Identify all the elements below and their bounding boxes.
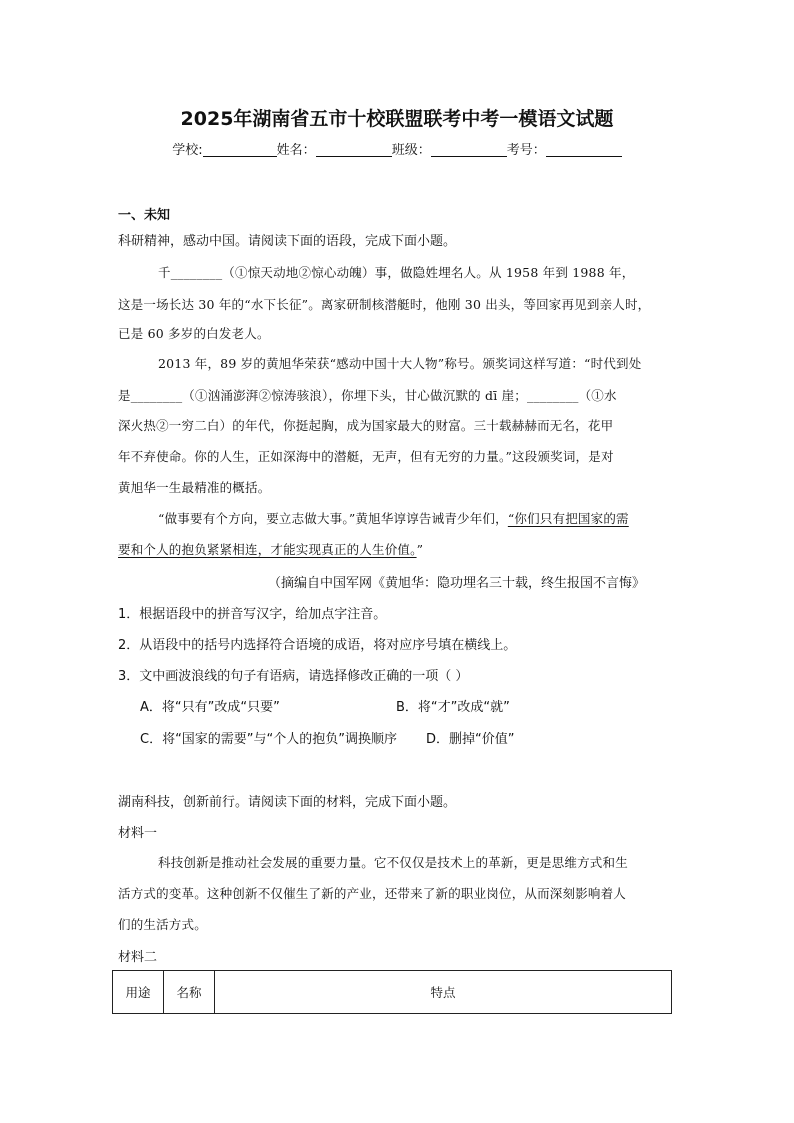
- passage-line: [158, 509, 629, 527]
- exam-no-blank[interactable]: [546, 142, 622, 157]
- option-a[interactable]: A．将“只有”改成“只要”: [140, 700, 280, 715]
- name-label: 姓名：: [276, 143, 316, 158]
- table-header-name: 名称: [164, 971, 215, 1014]
- passage-line: 深火热②一穷二白）的年代，你挺起胸，成为国家最大的财富。三十载赫赫而无名，花甲: [118, 418, 614, 433]
- class-label: 班级：: [391, 143, 431, 158]
- wavy-sentence: “你们只有把国家的需: [507, 511, 629, 526]
- table-header-features: 特点: [215, 971, 672, 1014]
- exam-no-label: 考号：: [506, 143, 546, 158]
- material-1-line: 科技创新是推动社会发展的重要力量。它不仅仅是技术上的革新，更是思维方式和生: [158, 855, 628, 870]
- wavy-sentence: 要和个人的抱负紧紧相连，才能实现真正的人生价值。: [118, 542, 417, 557]
- school-label: 学校:: [172, 143, 203, 158]
- quote-plain: “做事要有个方向，要立志做大事。”黄旭华谆谆告诫青少年们，: [158, 511, 508, 526]
- question-2: 2．从语段中的括号内选择符合语境的成语，将对应序号填在横线上。: [118, 638, 517, 653]
- passage-line: 已是 60 多岁的白发老人。: [118, 326, 270, 341]
- section1-intro: 科研精神，感动中国。请阅读下面的语段，完成下面小题。: [118, 234, 457, 249]
- school-blank[interactable]: [203, 142, 277, 157]
- passage-line: 千________（①惊天动地②惊心动魄）事，做隐姓埋名人。从 1958 年到 1988 年，: [158, 265, 635, 280]
- passage-line: 是________（①汹涌澎湃②惊涛骇浪），你埋下头，甘心做沉默的 dī 崖；________（①水: [118, 388, 617, 403]
- header-fields: [0, 139, 794, 158]
- class-blank[interactable]: [431, 142, 507, 157]
- passage-line: [118, 540, 423, 558]
- option-d[interactable]: D．删掉“价值”: [426, 732, 515, 747]
- table-header-usage: 用途: [113, 971, 164, 1014]
- passage-line: 年不弃使命。你的人生，正如深海中的潜艇，无声，但有无穷的力量。”这段颁奖词，是对: [118, 449, 614, 464]
- question-3: 3．文中画波浪线的句子有语病，请选择修改正确的一项（ ）: [118, 669, 469, 684]
- quote-end: ”: [416, 542, 424, 557]
- passage-line: 2013 年，89 岁的黄旭华荣获“感动中国十大人物”称号。颁奖词这样写道：“时代到处: [158, 356, 642, 371]
- passage-line: 黄旭华一生最精准的概括。: [118, 480, 271, 495]
- section-heading: 一、未知: [118, 208, 171, 223]
- material-1-line: 们的生活方式。: [118, 917, 207, 932]
- option-c[interactable]: C．将“国家的需要”与“个人的抱负”调换顺序: [140, 732, 398, 747]
- source-citation: （摘编自中国军网《黄旭华：隐功埋名三十载，终生报国不言悔》: [268, 576, 646, 591]
- table-header-row: [113, 971, 672, 1014]
- page-title: 2025年湖南省五市十校联盟联考中考一模语文试题: [180, 108, 614, 130]
- name-blank[interactable]: [316, 142, 392, 157]
- option-b[interactable]: B．将“才”改成“就”: [396, 700, 510, 715]
- section2-intro: 湖南科技，创新前行。请阅读下面的材料，完成下面小题。: [118, 795, 457, 810]
- material-2-label: 材料二: [118, 950, 158, 965]
- material-1-line: 活方式的变革。这种创新不仅催生了新的产业，还带来了新的职业岗位，从而深刻影响着人: [118, 886, 627, 901]
- passage-line: 这是一场长达 30 年的“水下长征”。离家研制核潜艇时，他刚 30 出头，等回家再见到亲人时，: [118, 297, 651, 312]
- material-2-table: [112, 970, 672, 1014]
- question-1: 1．根据语段中的拼音写汉字，给加点字注音。: [118, 607, 387, 622]
- material-1-label: 材料一: [118, 826, 158, 841]
